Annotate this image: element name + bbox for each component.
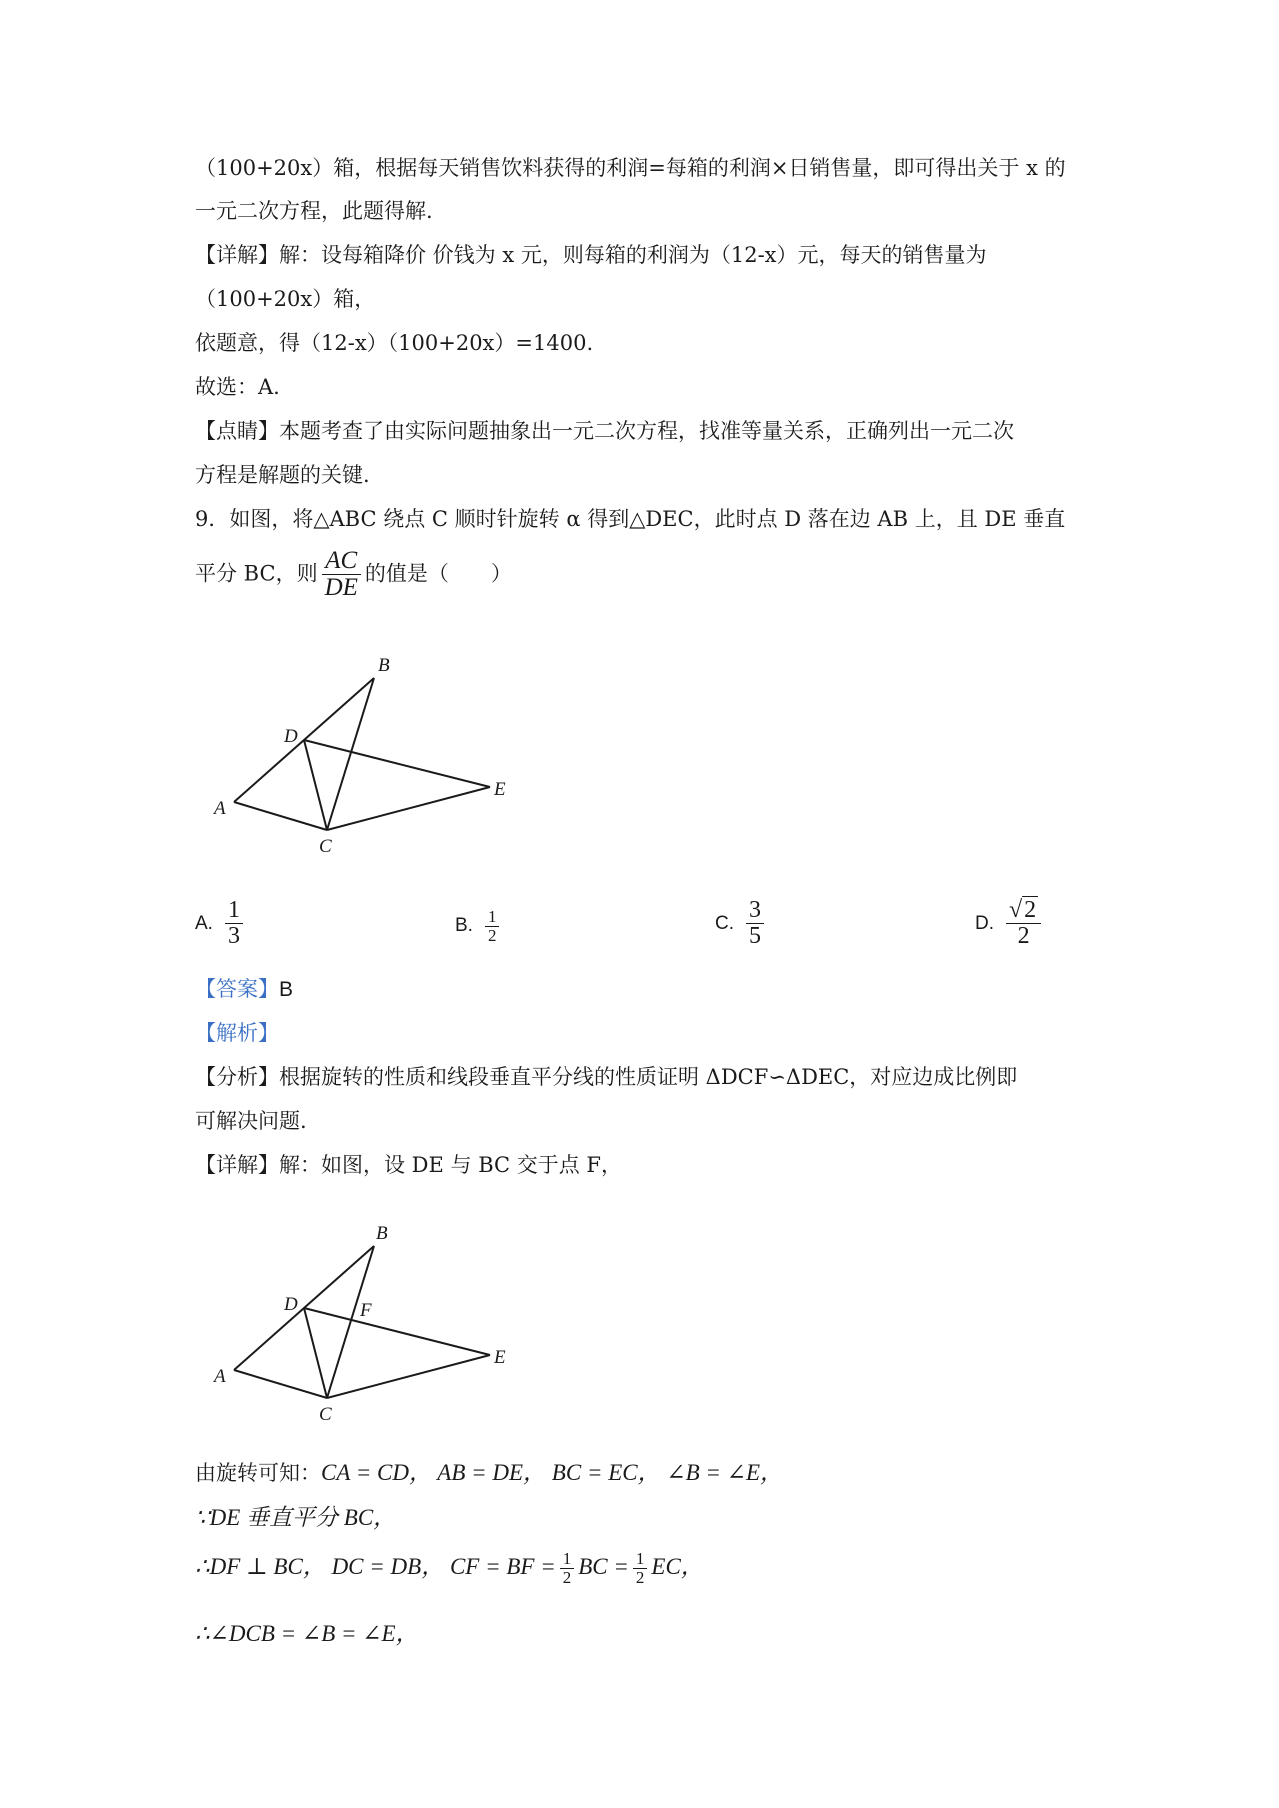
triangle-figure-2 — [200, 1206, 520, 1426]
text-line-5: 依题意，得（12-x）（100+20x）=1400. — [195, 331, 594, 355]
option-c-num: 3 — [746, 898, 764, 924]
q9-fraction-num: AC — [322, 548, 361, 575]
step-3 — [195, 1548, 704, 1587]
option-a-label: A. — [195, 912, 213, 934]
option-a-num: 1 — [225, 898, 243, 924]
sqrt-sign: √ — [1009, 897, 1023, 923]
analysis-line-1: 【分析】根据旋转的性质和线段垂直平分线的性质证明 ΔDCF∽ΔDEC，对应边成比例即 — [195, 1065, 1018, 1089]
label-A: A — [214, 1366, 226, 1387]
option-b-fraction — [485, 908, 500, 945]
sqrt-radicand: 2 — [1024, 897, 1037, 923]
step-3-a: ∴DF ⊥ BC， DC = DB， CF = BF = — [195, 1554, 556, 1579]
half-fraction-2 — [633, 1550, 648, 1587]
label-F: F — [360, 1300, 372, 1321]
half-num-2: 1 — [633, 1550, 648, 1569]
text-line-6: 故选：A. — [195, 375, 280, 399]
option-b[interactable] — [455, 908, 503, 945]
label-B: B — [378, 655, 390, 676]
answer-value: B — [279, 978, 294, 1001]
label-B: B — [376, 1223, 388, 1244]
text-line-7: 【点睛】本题考查了由实际问题抽象出一元二次方程，找准等量关系，正确列出一元二次 — [195, 419, 1014, 443]
label-C: C — [319, 836, 332, 857]
label-D: D — [284, 726, 298, 747]
question-9: 9．如图，将△ABC 绕点 C 顺时针旋转 α 得到△DEC，此时点 D 落在边 AB 上，且 DE 垂直 — [195, 507, 1066, 531]
text-line-8: 方程是解题的关键. — [195, 463, 370, 487]
label-A: A — [214, 798, 226, 819]
half-fraction-1 — [560, 1550, 575, 1587]
text-line-2: 一元二次方程，此题得解. — [195, 199, 433, 223]
sqrt-icon — [1009, 898, 1038, 923]
option-a-den: 3 — [227, 923, 240, 950]
step-1-math: CA = CD， AB = DE， BC = EC， ∠B = ∠E， — [321, 1460, 784, 1485]
step-4: ∴∠DCB = ∠B = ∠E， — [195, 1621, 419, 1646]
option-c-label: C. — [715, 912, 734, 934]
q9-prefix: 平分 BC，则 — [195, 561, 318, 586]
question-9-line-2 — [195, 548, 512, 602]
label-C: C — [319, 1404, 332, 1425]
option-c-fraction — [746, 898, 764, 949]
text-line-1: （100+20x）箱，根据每天销售饮料获得的利润=每箱的利润×日销售量，即可得出关于 x 的 — [195, 156, 1066, 180]
step-3-c: EC， — [651, 1554, 704, 1579]
option-b-den: 2 — [487, 925, 497, 945]
answer-tag: 【答案】 — [195, 977, 279, 1001]
half-den-1: 2 — [562, 1568, 572, 1588]
step-2: ∵DE 垂直平分 BC， — [195, 1505, 397, 1530]
jiexi-tag: 【解析】 — [195, 1021, 279, 1045]
step-1-prefix: 由旋转可知： — [195, 1461, 321, 1485]
option-b-label: B. — [455, 915, 473, 937]
label-D: D — [284, 1294, 298, 1315]
option-c[interactable] — [715, 898, 768, 949]
triangle-figure-1 — [200, 640, 520, 860]
label-E: E — [494, 779, 506, 800]
q9-fraction — [322, 548, 361, 602]
half-num-1: 1 — [560, 1550, 575, 1569]
option-d-num — [1006, 898, 1041, 924]
answer-line — [195, 975, 293, 1004]
option-b-num: 1 — [485, 908, 500, 927]
option-d[interactable] — [975, 898, 1045, 949]
step-1 — [195, 1459, 783, 1487]
option-d-den: 2 — [1017, 923, 1030, 950]
half-den-2: 2 — [635, 1568, 645, 1588]
step-3-b: BC = — [578, 1554, 629, 1579]
option-d-fraction — [1006, 898, 1041, 949]
detail-line: 【详解】解：如图，设 DE 与 BC 交于点 F， — [195, 1153, 623, 1177]
option-a[interactable] — [195, 898, 247, 949]
analysis-line-2: 可解决问题. — [195, 1109, 307, 1133]
option-c-den: 5 — [749, 923, 761, 950]
text-line-3: 【详解】解：设每箱降价 价钱为 x 元，则每箱的利润为（12-x）元，每天的销售量为 — [195, 243, 987, 267]
q9-fraction-den: DE — [324, 574, 358, 602]
label-E: E — [494, 1347, 506, 1368]
option-d-label: D. — [975, 912, 994, 934]
option-a-fraction — [225, 898, 243, 949]
text-line-4: （100+20x）箱， — [195, 287, 376, 311]
q9-suffix: 的值是（ ） — [364, 561, 512, 586]
